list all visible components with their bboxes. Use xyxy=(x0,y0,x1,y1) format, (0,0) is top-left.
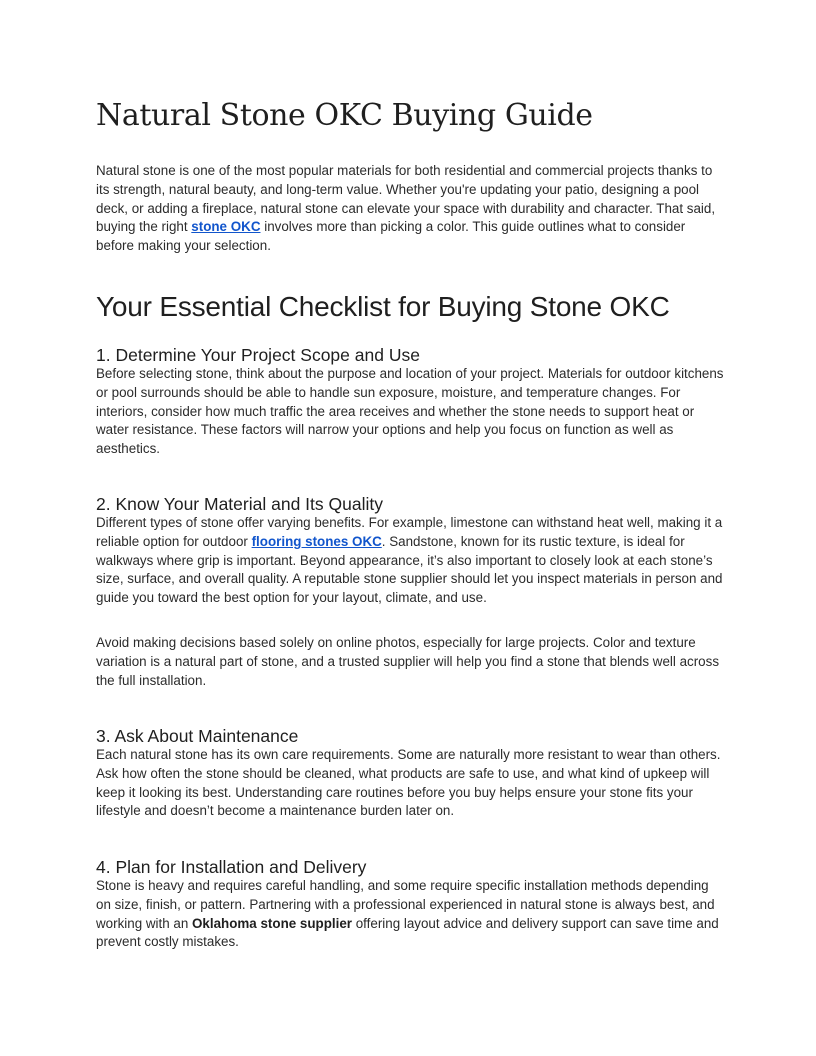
section-1-heading: 1. Determine Your Project Scope and Use xyxy=(96,345,420,365)
section-2-text-second: Avoid making decisions based solely on online photos, especially for large projects. Color and texture variation is a natural part of stone, and a trusted supplier will help you find a stone that blends well across the full installation. xyxy=(96,635,720,688)
oklahoma-stone-supplier-bold: Oklahoma stone supplier xyxy=(192,915,352,931)
section-1-text: Before selecting stone, think about the purpose and location of your project. Materials for outdoor kitchens or pool surrounds should be able to handle sun exposure, moisture, and temperature changes. For interiors, consider how much traffic the area receives and whether the stone needs to support heat or water resistance. These factors will narrow your options and help you focus on function as well as aesthetics. xyxy=(96,366,724,457)
intro-paragraph xyxy=(96,162,726,256)
page-title: Natural Stone OKC Buying Guide xyxy=(96,98,593,133)
flooring-stones-okc-link[interactable]: flooring stones OKC xyxy=(251,533,382,549)
section-3-heading: 3. Ask About Maintenance xyxy=(96,726,299,746)
stone-okc-link[interactable]: stone OKC xyxy=(191,219,261,235)
section-4-heading: 4. Plan for Installation and Delivery xyxy=(96,857,367,877)
section-2-heading: 2. Know Your Material and Its Quality xyxy=(96,494,383,514)
section-4-text-start: Stone is heavy and requires careful handling, and some require specific installation methods depending on size, finish, or pattern. Partnering with a professional experienced in natural stone is always best, and working with an xyxy=(96,878,715,931)
checklist-heading: Your Essential Checklist for Buying Stone OKC xyxy=(96,291,670,322)
section-2-text-start: Different types of stone offer varying benefits. For example, limestone can withstand heat well, making it a reliable option for outdoor xyxy=(96,515,723,549)
section-3-text: Each natural stone has its own care requirements. Some are naturally more resistant to wear than others. Ask how often the stone should be cleaned, what products are safe to use, and what kind of upkeep will keep it looking its best. Understanding care routines before you buy helps ensure your stone fits your lifestyle and doesn’t become a maintenance burden later on. xyxy=(96,747,721,819)
intro-text-start: Natural stone is one of the most popular materials for both residential and commercial projects thanks to its strength, natural beauty, and long-term value. Whether you're updating your patio, designing a pool deck, or adding a fireplace, natural stone can elevate your space with durability and character. That said, buying the right xyxy=(96,163,716,235)
section-2-text xyxy=(96,514,726,608)
section-2-text-end: . Sandstone, known for its rustic texture, is ideal for walkways where grip is important. Beyond appearance, it’s also important to closely look at each stone’s size, surface, and overall quality. A reputable stone supplier should let you inspect materials in person and guide you toward the best option for your layout, climate, and use. xyxy=(96,533,723,606)
section-4-text-end: offering layout advice and delivery support can save time and prevent costly mistakes. xyxy=(96,915,719,950)
section-4-text xyxy=(96,877,726,952)
intro-text-end: involves more than picking a color. This guide outlines what to consider before making your selection. xyxy=(96,219,686,254)
